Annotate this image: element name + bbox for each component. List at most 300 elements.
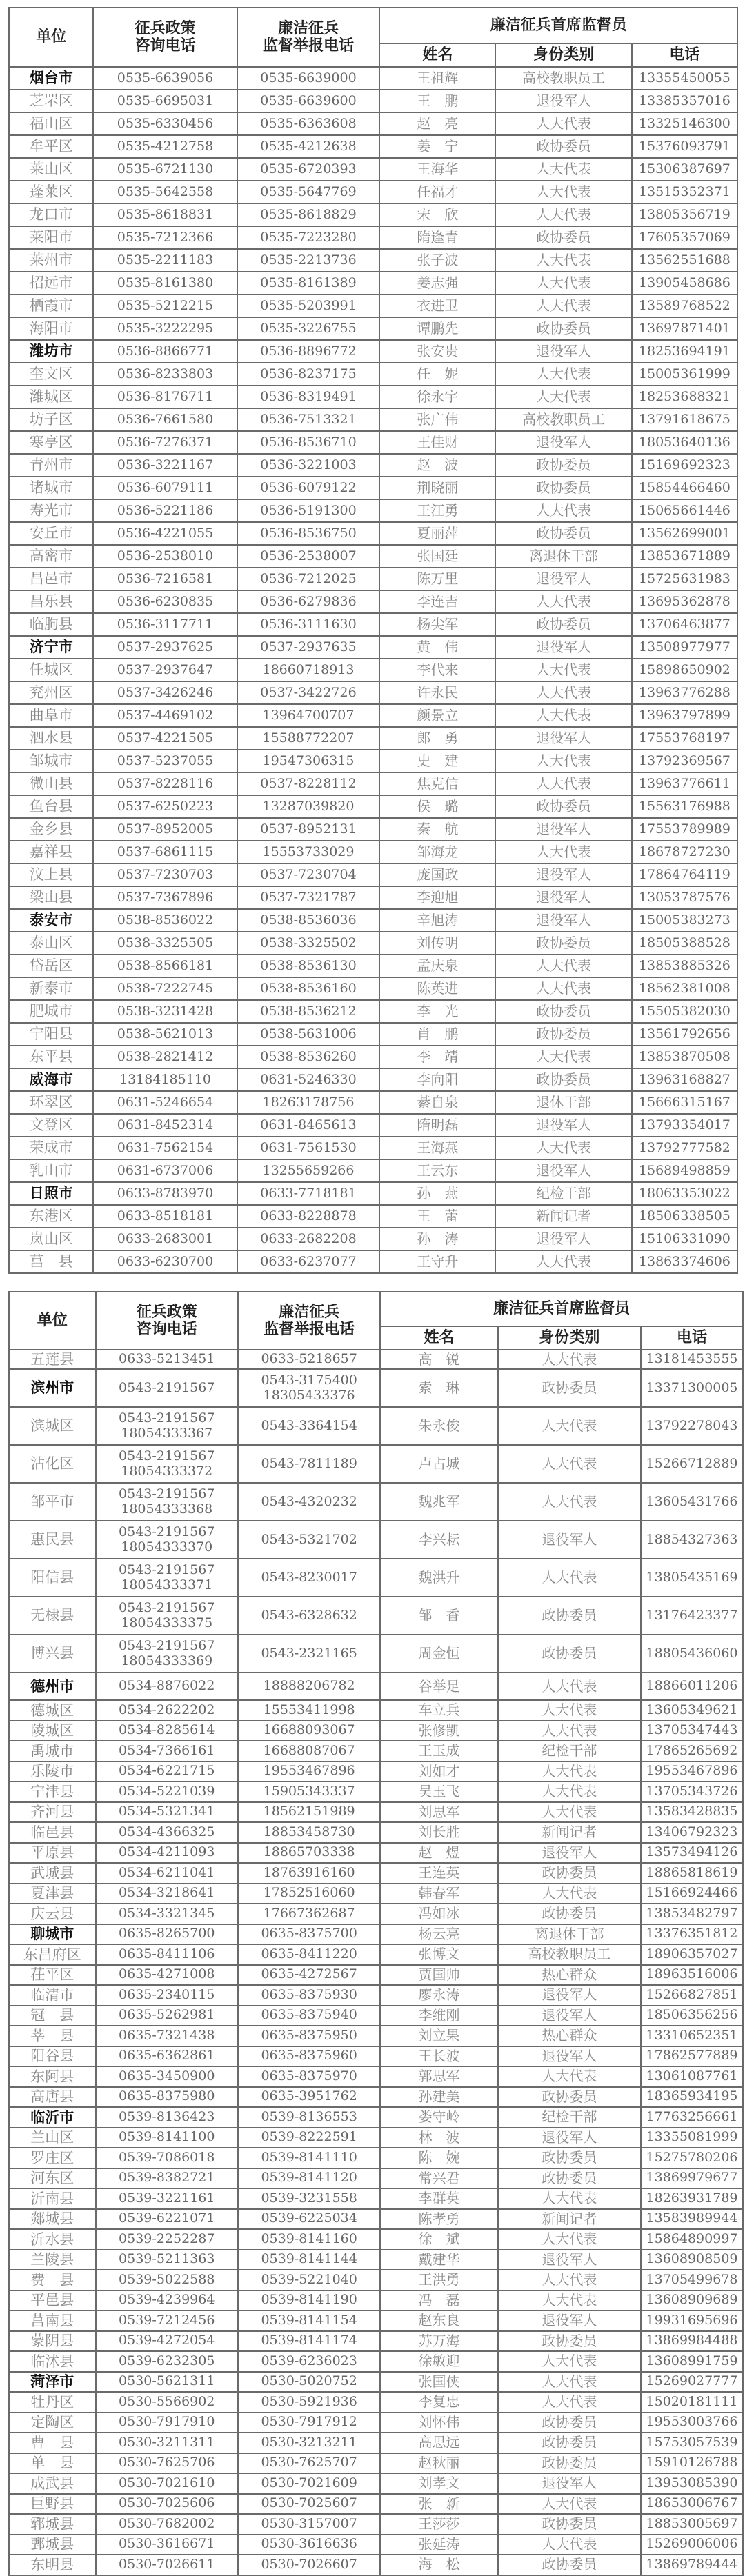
consult-phone-cell: 0537-5237055 (93, 750, 237, 772)
identity-type-cell: 退役军人 (495, 1114, 631, 1137)
identity-type-cell: 政协委员 (498, 1635, 641, 1673)
table-row (9, 2494, 743, 2515)
unit-cell: 五莲县 (9, 1350, 96, 1369)
consult-phone-cell: 0538-5621013 (93, 1023, 237, 1046)
identity-type-cell: 人大代表 (498, 1673, 641, 1700)
identity-type-cell: 政协委员 (495, 1023, 631, 1046)
report-phone-cell: 0536-3111630 (237, 613, 380, 636)
report-phone-cell: 0543-6328632 (238, 1597, 380, 1635)
supervisor-phone-cell: 13805435169 (641, 1559, 743, 1597)
supervisor-phone-cell: 13583428835 (641, 1802, 743, 1823)
identity-type-cell: 离退休干部 (498, 1924, 641, 1945)
supervisor-phone-cell: 18854327363 (641, 1521, 743, 1559)
table-row (9, 2555, 743, 2575)
supervisor-phone-cell: 13792278043 (641, 1407, 743, 1445)
report-phone-cell: 0536-8896772 (237, 340, 380, 363)
report-phone-cell: 18853458730 (238, 1822, 380, 1843)
header-phone: 电话 (641, 1326, 743, 1350)
consult-phone-cell: 0536-7276371 (93, 431, 237, 454)
supervisor-phone-cell: 15275780206 (641, 2148, 743, 2168)
consult-phone-cell: 0631-5246654 (93, 1091, 237, 1114)
unit-cell: 岱岳区 (9, 955, 93, 977)
unit-cell: 金乡县 (9, 818, 93, 841)
consult-phone-cell: 0535-6330456 (93, 112, 237, 135)
table-row (9, 158, 737, 181)
consult-phone-cell: 0536-6079111 (93, 477, 237, 499)
supervisor-name-cell: 李 靖 (379, 1046, 495, 1068)
report-phone-cell: 0537-3422726 (237, 681, 380, 704)
supervisor-name-cell: 王 蕾 (379, 1205, 495, 1228)
supervisor-phone-cell: 13706463877 (632, 613, 737, 636)
supervisor-name-cell: 索 琳 (380, 1369, 497, 1407)
report-phone-cell: 0633-7718181 (237, 1182, 380, 1205)
report-phone-cell: 0530-7625707 (238, 2453, 380, 2474)
supervisor-name-cell: 郭思军 (380, 2066, 497, 2087)
supervisor-phone-cell: 18506356256 (641, 2006, 743, 2026)
report-phone-cell: 13255659266 (237, 1159, 380, 1182)
consult-phone-cell: 0539-6232305 (96, 2351, 238, 2372)
unit-cell: 东阿县 (9, 2066, 96, 2087)
table-row (9, 2209, 743, 2230)
unit-cell: 聊城市 (9, 1924, 96, 1945)
unit-cell: 潍坊市 (9, 340, 93, 363)
table-row (9, 477, 737, 499)
supervisor-phone-cell: 13853671889 (632, 545, 737, 568)
report-phone-cell: 0539-3231558 (238, 2188, 380, 2209)
report-phone-cell: 0535-6639600 (237, 90, 380, 112)
unit-cell: 德州市 (9, 1673, 96, 1700)
supervisor-name-cell: 宋 欣 (379, 203, 495, 226)
table-row (9, 613, 737, 636)
report-phone-cell: 0631-5246330 (237, 1068, 380, 1091)
table-row (9, 1559, 743, 1597)
report-phone-cell: 0543-4320232 (238, 1483, 380, 1521)
consult-phone-cell: 0537-8952005 (93, 818, 237, 841)
table-row (9, 1483, 743, 1521)
unit-cell: 泰山区 (9, 932, 93, 955)
consult-phone-cell: 0539-3221161 (96, 2188, 238, 2209)
identity-type-cell: 人大代表 (495, 203, 631, 226)
supervisor-phone-cell: 13562551688 (632, 249, 737, 272)
supervisor-name-cell: 李复忠 (380, 2392, 497, 2413)
unit-cell: 邹平市 (9, 1483, 96, 1521)
supervisor-name-cell: 刘孝文 (380, 2473, 497, 2494)
table-row (9, 2514, 743, 2535)
identity-type-cell: 退役军人 (498, 2473, 641, 2494)
report-phone-cell: 0536-6079122 (237, 477, 380, 499)
supervisor-phone-cell: 15898650902 (632, 659, 737, 681)
supervisor-name-cell: 王守升 (379, 1250, 495, 1273)
identity-type-cell: 政协委员 (495, 317, 631, 340)
consult-phone-cell: 0538-8566181 (93, 955, 237, 977)
unit-cell: 泰安市 (9, 909, 93, 932)
unit-cell: 曹 县 (9, 2433, 96, 2453)
supervisor-phone-cell: 13608991759 (641, 2351, 743, 2372)
supervisor-name-cell: 徐 斌 (380, 2229, 497, 2250)
consult-phone-cell: 0543-2191567 (96, 1369, 238, 1407)
unit-cell: 临沂市 (9, 2107, 96, 2128)
supervisor-name-cell: 林 波 (380, 2128, 497, 2148)
supervisor-name-cell: 赵东良 (380, 2310, 497, 2331)
consult-phone-cell: 0538-7222745 (93, 977, 237, 1000)
supervisor-phone-cell: 13863374606 (632, 1250, 737, 1273)
report-phone-cell: 0633-5218657 (238, 1350, 380, 1369)
consult-phone-cell: 0539-6221071 (96, 2209, 238, 2230)
consult-phone-cell: 0635-3450900 (96, 2066, 238, 2087)
unit-cell: 东昌府区 (9, 1944, 96, 1965)
identity-type-cell: 纪检干部 (495, 1182, 631, 1205)
supervisor-phone-cell: 13385357016 (632, 90, 737, 112)
table-row (9, 1944, 743, 1965)
city-row (9, 67, 737, 90)
consult-phone-cell: 0633-2683001 (93, 1228, 237, 1250)
report-phone-cell: 0535-7223280 (237, 226, 380, 249)
supervisor-phone-cell: 15169692323 (632, 454, 737, 477)
identity-type-cell: 政协委员 (498, 2148, 641, 2168)
unit-cell: 平邑县 (9, 2290, 96, 2311)
consult-phone-cell: 0530-7917910 (96, 2413, 238, 2433)
unit-cell: 河东区 (9, 2168, 96, 2189)
consult-phone-cell: 0539-5022588 (96, 2270, 238, 2290)
report-phone-cell: 13964700707 (237, 704, 380, 727)
identity-type-cell: 人大代表 (495, 681, 631, 704)
header-report-phone: 廉洁征兵 监督举报电话 (237, 8, 380, 67)
unit-cell: 高唐县 (9, 2087, 96, 2108)
report-phone-cell: 0536-8536710 (237, 431, 380, 454)
supervisor-name-cell: 张延涛 (380, 2535, 497, 2555)
unit-cell: 临清市 (9, 1985, 96, 2006)
supervisor-phone-cell: 13963168827 (632, 1068, 737, 1091)
consult-phone-cell: 0534-3218641 (96, 1884, 238, 1904)
table-row (9, 454, 737, 477)
supervisor-name-cell: 孙 涛 (379, 1228, 495, 1250)
supervisor-phone-cell: 15725631983 (632, 568, 737, 590)
table-row (9, 2046, 743, 2067)
report-phone-cell: 0535-8161389 (237, 272, 380, 294)
table-row (9, 1091, 737, 1114)
unit-cell: 夏津县 (9, 1884, 96, 1904)
supervisor-name-cell: 孙建美 (380, 2087, 497, 2108)
report-phone-cell: 0543-3175400 18305433376 (238, 1369, 380, 1407)
table-row (9, 2168, 743, 2189)
table-row (9, 590, 737, 613)
unit-cell: 德城区 (9, 1700, 96, 1721)
identity-type-cell: 政协委员 (498, 2555, 641, 2575)
supervisor-name-cell: 秦 航 (379, 818, 495, 841)
table-row (9, 408, 737, 431)
supervisor-phone-cell: 18562381008 (632, 977, 737, 1000)
consult-phone-cell: 0536-7216581 (93, 568, 237, 590)
unit-cell: 安丘市 (9, 522, 93, 545)
identity-type-cell: 退役军人 (495, 863, 631, 886)
unit-cell: 嘉祥县 (9, 841, 93, 863)
supervisor-name-cell: 王长波 (380, 2046, 497, 2067)
report-phone-cell: 18562151989 (238, 1802, 380, 1823)
identity-type-cell: 政协委员 (498, 1369, 641, 1407)
identity-type-cell: 退役军人 (498, 2128, 641, 2148)
report-phone-cell: 0530-7021609 (238, 2473, 380, 2494)
supervisor-name-cell: 李向阳 (379, 1068, 495, 1091)
consult-phone-cell: 0543-2191567 18054333372 (96, 1445, 238, 1483)
table-row (9, 1635, 743, 1673)
table-row (9, 294, 737, 317)
report-phone-cell: 0539-8141160 (238, 2229, 380, 2250)
supervisor-phone-cell: 13695362878 (632, 590, 737, 613)
unit-cell: 烟台市 (9, 67, 93, 90)
unit-cell: 坊子区 (9, 408, 93, 431)
consult-phone-cell: 0536-7661580 (93, 408, 237, 431)
supervisor-phone-cell: 13853870508 (632, 1046, 737, 1068)
unit-cell: 任城区 (9, 659, 93, 681)
unit-cell: 郓城县 (9, 2514, 96, 2535)
report-phone-cell: 0530-3157007 (238, 2514, 380, 2535)
report-phone-cell: 0539-8136553 (238, 2107, 380, 2128)
header-supervisor-group: 廉洁征兵首席监督员 (380, 1292, 743, 1326)
report-phone-cell: 0538-8536036 (237, 909, 380, 932)
unit-cell: 威海市 (9, 1068, 93, 1091)
report-phone-cell: 0536-3221003 (237, 454, 380, 477)
supervisor-phone-cell: 17763256661 (641, 2107, 743, 2128)
supervisor-phone-cell: 17605357069 (632, 226, 737, 249)
table-row (9, 2392, 743, 2413)
consult-phone-cell: 0631-6737006 (93, 1159, 237, 1182)
supervisor-name-cell: 冯如冰 (380, 1904, 497, 1924)
supervisor-name-cell: 常兴君 (380, 2168, 497, 2189)
consult-phone-cell: 0536-4221055 (93, 522, 237, 545)
unit-cell: 昌邑市 (9, 568, 93, 590)
consult-phone-cell: 0539-7086018 (96, 2148, 238, 2168)
supervisor-name-cell: 张广伟 (379, 408, 495, 431)
unit-cell: 海阳市 (9, 317, 93, 340)
report-phone-cell: 0535-2213736 (237, 249, 380, 272)
consult-phone-cell: 0536-3117711 (93, 613, 237, 636)
supervisor-name-cell: 姜志强 (379, 272, 495, 294)
supervisor-phone-cell: 18865818619 (641, 1863, 743, 1884)
supervisor-phone-cell: 18678727230 (632, 841, 737, 863)
consult-phone-cell: 0536-8233803 (93, 363, 237, 386)
report-phone-cell: 0535-6720393 (237, 158, 380, 181)
header-consult-phone: 征兵政策 咨询电话 (93, 8, 237, 67)
table-row (9, 841, 737, 863)
supervisor-name-cell: 张安贵 (379, 340, 495, 363)
report-phone-cell: 0537-7230704 (237, 863, 380, 886)
consult-phone-cell: 0538-8536022 (93, 909, 237, 932)
report-phone-cell: 0633-8228878 (237, 1205, 380, 1228)
supervisor-name-cell: 李 光 (379, 1000, 495, 1023)
table-row (9, 1228, 737, 1250)
report-phone-cell: 0635-8375940 (238, 2006, 380, 2026)
unit-cell: 莱阳市 (9, 226, 93, 249)
unit-cell: 青州市 (9, 454, 93, 477)
identity-type-cell: 人大代表 (495, 386, 631, 408)
city-row (9, 1068, 737, 1091)
identity-type-cell: 政协委员 (498, 1597, 641, 1635)
unit-cell: 禹城市 (9, 1741, 96, 1761)
table-row (9, 2413, 743, 2433)
consult-phone-cell: 0530-5566902 (96, 2392, 238, 2413)
report-phone-cell: 17852516060 (238, 1884, 380, 1904)
consult-phone-cell: 0530-7682002 (96, 2514, 238, 2535)
identity-type-cell: 政协委员 (498, 2433, 641, 2453)
table-row (9, 1884, 743, 1904)
identity-type-cell: 退役军人 (495, 90, 631, 112)
supervisor-phone-cell: 13573494126 (641, 1843, 743, 1864)
consult-phone-cell: 0535-6721130 (93, 158, 237, 181)
consult-phone-cell: 0537-4221505 (93, 727, 237, 750)
table-row (9, 2229, 743, 2250)
identity-type-cell: 退役军人 (495, 568, 631, 590)
report-phone-cell: 0543-2321165 (238, 1635, 380, 1673)
supervisor-phone-cell: 15306387697 (632, 158, 737, 181)
supervisor-phone-cell: 13963776611 (632, 772, 737, 795)
supervisor-phone-cell: 13053787576 (632, 886, 737, 909)
supervisor-name-cell: 高 锐 (380, 1350, 497, 1369)
table-row (9, 863, 737, 886)
unit-cell: 汶上县 (9, 863, 93, 886)
identity-type-cell: 退役军人 (495, 886, 631, 909)
consult-phone-cell: 0539-7212456 (96, 2310, 238, 2331)
table-row (9, 1000, 737, 1023)
identity-type-cell: 离退休干部 (495, 545, 631, 568)
consult-phone-cell: 0635-7321438 (96, 2026, 238, 2046)
unit-cell: 鄄城县 (9, 2535, 96, 2555)
table-row (9, 135, 737, 158)
supervisor-name-cell: 荆晓丽 (379, 477, 495, 499)
supervisor-phone-cell: 19931695696 (641, 2310, 743, 2331)
supervisor-name-cell: 魏兆军 (380, 1483, 497, 1521)
report-phone-cell: 0635-8411220 (238, 1944, 380, 1965)
unit-cell: 岚山区 (9, 1228, 93, 1250)
consult-phone-cell: 0530-7021610 (96, 2473, 238, 2494)
supervisor-phone-cell: 13953085390 (641, 2473, 743, 2494)
table-row (9, 226, 737, 249)
report-phone-cell: 18763916160 (238, 1863, 380, 1884)
supervisor-name-cell: 谭鹏先 (379, 317, 495, 340)
report-phone-cell: 0635-8375930 (238, 1985, 380, 2006)
identity-type-cell: 政协委员 (498, 1904, 641, 1924)
identity-type-cell: 政协委员 (495, 135, 631, 158)
identity-type-cell: 退役军人 (498, 1843, 641, 1864)
supervisor-name-cell: 王莎莎 (380, 2514, 497, 2535)
report-phone-cell: 0539-8141190 (238, 2290, 380, 2311)
unit-cell: 乳山市 (9, 1159, 93, 1182)
report-phone-cell: 0535-5203991 (237, 294, 380, 317)
identity-type-cell: 政协委员 (498, 2331, 641, 2352)
unit-cell: 莒 县 (9, 1250, 93, 1273)
identity-type-cell: 人大代表 (498, 1802, 641, 1823)
identity-type-cell: 人大代表 (495, 772, 631, 795)
supervisor-name-cell: 张国廷 (379, 545, 495, 568)
table-row (9, 2331, 743, 2352)
supervisor-phone-cell: 13181453555 (641, 1350, 743, 1369)
supervisor-phone-cell: 13583989944 (641, 2209, 743, 2230)
table-row (9, 363, 737, 386)
identity-type-cell: 政协委员 (498, 2168, 641, 2189)
unit-cell: 诸城市 (9, 477, 93, 499)
report-phone-cell: 0539-5221040 (238, 2270, 380, 2290)
supervisor-name-cell: 陈孝勇 (380, 2209, 497, 2230)
table-row (9, 955, 737, 977)
identity-type-cell: 纪检干部 (498, 2107, 641, 2128)
consult-phone-cell: 0536-8176711 (93, 386, 237, 408)
city-row (9, 1369, 743, 1407)
consult-phone-cell: 0537-2937625 (93, 636, 237, 659)
table-row (9, 977, 737, 1000)
identity-type-cell: 人大代表 (498, 2494, 641, 2515)
supervisor-phone-cell: 18365934195 (641, 2087, 743, 2108)
unit-cell: 陵城区 (9, 1721, 96, 1741)
unit-cell: 临朐县 (9, 613, 93, 636)
identity-type-cell: 政协委员 (498, 2087, 641, 2108)
consult-phone-cell: 0536-3221167 (93, 454, 237, 477)
unit-cell: 兖州区 (9, 681, 93, 704)
consult-phone-cell: 0534-6221715 (96, 1761, 238, 1782)
consult-phone-cell: 0535-8161380 (93, 272, 237, 294)
report-phone-cell: 0536-6279836 (237, 590, 380, 613)
supervisor-phone-cell: 13697871401 (632, 317, 737, 340)
supervisor-phone-cell: 13705347443 (641, 1721, 743, 1741)
supervisor-phone-cell: 13869789444 (641, 2555, 743, 2575)
consult-phone-cell: 0539-8382721 (96, 2168, 238, 2189)
supervisor-phone-cell: 18906357027 (641, 1944, 743, 1965)
report-phone-cell: 0537-2937635 (237, 636, 380, 659)
supervisor-phone-cell: 13515352371 (632, 181, 737, 203)
unit-cell: 巨野县 (9, 2494, 96, 2515)
supervisor-name-cell: 任福才 (379, 181, 495, 203)
supervisor-name-cell: 李代来 (379, 659, 495, 681)
supervisor-phone-cell: 13792369567 (632, 750, 737, 772)
unit-cell: 昌乐县 (9, 590, 93, 613)
unit-cell: 武城县 (9, 1863, 96, 1884)
consult-phone-cell: 0635-6362861 (96, 2046, 238, 2067)
identity-type-cell: 政协委员 (498, 1863, 641, 1884)
supervisor-name-cell: 卢占城 (380, 1445, 497, 1483)
supervisor-name-cell: 王江勇 (379, 499, 495, 522)
report-phone-cell: 0539-8141174 (238, 2331, 380, 2352)
identity-type-cell: 人大代表 (498, 2392, 641, 2413)
table-row (9, 1802, 743, 1823)
identity-type-cell: 政协委员 (495, 454, 631, 477)
supervisor-name-cell: 刘传明 (379, 932, 495, 955)
supervisor-name-cell: 杨云亮 (380, 1924, 497, 1945)
supervisor-phone-cell: 15266712889 (641, 1445, 743, 1483)
supervisor-phone-cell: 15166924466 (641, 1884, 743, 1904)
report-phone-cell: 0538-8536160 (237, 977, 380, 1000)
consult-phone-cell: 0530-7625706 (96, 2453, 238, 2474)
supervisor-phone-cell: 13406792323 (641, 1822, 743, 1843)
unit-cell: 定陶区 (9, 2413, 96, 2433)
city-row (9, 636, 737, 659)
table-row (9, 1597, 743, 1635)
table-row (9, 1700, 743, 1721)
consult-phone-cell: 0635-8375980 (96, 2087, 238, 2108)
unit-cell: 环翠区 (9, 1091, 93, 1114)
supervisor-name-cell: 娄守岭 (380, 2107, 497, 2128)
consult-phone-cell: 0537-2937647 (93, 659, 237, 681)
identity-type-cell: 新闻记者 (498, 2209, 641, 2230)
report-phone-cell: 0635-8375950 (238, 2026, 380, 2046)
unit-cell: 寿光市 (9, 499, 93, 522)
consult-phone-cell: 0534-2622202 (96, 1700, 238, 1721)
supervisor-phone-cell: 17553789989 (632, 818, 737, 841)
table-row (9, 1114, 737, 1137)
header-identity: 身份类别 (498, 1326, 641, 1350)
supervisor-phone-cell: 15020181111 (641, 2392, 743, 2413)
supervisor-phone-cell: 13853482797 (641, 1904, 743, 1924)
identity-type-cell: 退役军人 (495, 727, 631, 750)
table-row (9, 1843, 743, 1864)
identity-type-cell: 政协委员 (498, 2514, 641, 2535)
